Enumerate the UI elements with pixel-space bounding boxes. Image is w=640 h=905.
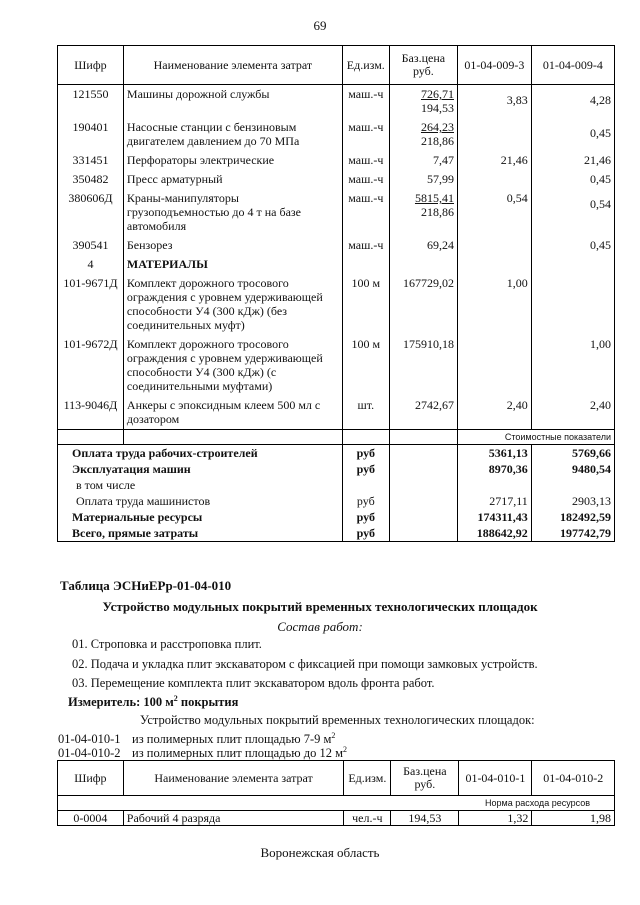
cell-code: 380606Д [58,189,124,236]
variant-text: из полимерных плит площадью 7-9 м [132,732,332,747]
base-price-value: 175910,18 [402,337,454,351]
summary-name: Всего, прямые затраты [58,525,343,542]
table-row [58,236,615,255]
header-name: Наименование элемента затрат [123,46,342,85]
cell-value-1: 1,32 [459,811,532,826]
summary-row [58,509,615,525]
variant-sup: 2 [342,745,347,754]
cell-name: Рабочий 4 разряда [123,811,344,826]
cell-value-2: 4,28 [531,85,614,119]
cell-unit: чел.-ч [344,811,391,826]
cell-code: 350482 [58,170,124,189]
base-price-secondary: 218,86 [420,205,454,219]
base-price-value: 726,71 [420,87,454,101]
summary-unit [342,477,389,493]
cell-base-price [389,189,457,236]
cell-name: МАТЕРИАЛЫ [123,255,342,274]
cell-code: 113-9046Д [58,396,124,430]
cell-value-1: 0,54 [457,189,531,236]
table-row [58,396,615,430]
table-row [58,274,615,335]
base-price-secondary: 218,86 [420,134,454,148]
cell-unit: шт. [342,396,389,430]
variant-code: 01-04-010-1 [58,732,121,747]
summary-name: Эксплуатация машин [58,461,343,477]
cell-value-2: 2,40 [531,396,614,430]
summary-name: Оплата труда рабочих-строителей [58,445,343,462]
cell-unit: маш.-ч [342,85,389,119]
base-price-value: 264,23 [420,120,454,134]
footer-region: Воронежская область [260,845,380,860]
cell-unit: маш.-ч [342,118,389,151]
cell-unit: 100 м [342,274,389,335]
resource-table-01-04-009 [57,45,615,542]
cell-base-price [389,335,457,396]
summary-value-1: 188642,92 [457,525,531,542]
cell-value-1: 3,83 [457,85,531,119]
cell-base-price [389,151,457,170]
cell-unit: маш.-ч [342,151,389,170]
base-price-value: 2742,67 [414,398,454,412]
cost-label-row [58,430,615,445]
variant-2 [58,745,347,761]
header-col-009-4: 01-04-009-4 [531,46,614,85]
cell-value-2: 0,54 [531,189,614,236]
variants-intro: Устройство модульных покрытий временных технологических площадок: [140,713,535,727]
cell-name: Комплект дорожного тросового ограждения с уровнем удерживающей способности У4 (300 кДж) (с соединительными муфтами) [123,335,342,396]
summary-value-1: 8970,36 [457,461,531,477]
table-subtitle: Устройство модульных покрытий временных технологических площадок [102,599,538,614]
summary-row [58,477,615,493]
table-label: Таблица ЭСНиЕРр-01-04-010 [60,578,232,593]
table-row [58,335,615,396]
summary-value-1 [457,477,531,493]
cell-code: 101-9671Д [58,274,124,335]
summary-name: Материальные ресурсы [58,509,343,525]
variant-sup: 2 [331,731,336,740]
variant-code: 01-04-010-2 [58,746,121,761]
table-row [58,118,615,151]
summary-value-2: 197742,79 [531,525,614,542]
header-code: Шифр [58,46,124,85]
cell-unit: маш.-ч [342,189,389,236]
summary-unit: руб [342,525,389,542]
table-row [58,255,615,274]
summary-row [58,461,615,477]
cell-name: Комплект дорожного тросового ограждения с уровнем удерживающей способности У4 (300 кДж) (без соединительных муфт) [123,274,342,335]
cell-value-2: 0,45 [531,170,614,189]
table-row [58,189,615,236]
cell-value-1 [457,236,531,255]
cell-value-2: 21,46 [531,151,614,170]
summary-value-2: 182492,59 [531,509,614,525]
work-item: 01. Строповка и расстроповка плит. [72,637,262,651]
cell-base-price [389,85,457,119]
summary-unit: руб [342,445,389,462]
base-price-value: 5815,41 [414,191,454,205]
meter-label: Измеритель: 100 м [68,695,174,710]
meter-tail: покрытия [177,695,239,710]
summary-value-2: 9480,54 [531,461,614,477]
cell-base-price [389,274,457,335]
work-item: 02. Подача и укладка плит экскаватором с фиксацией при помощи замковых устройств. [72,657,538,671]
cell-value-1: 2,40 [457,396,531,430]
header-unit: Ед.изм. [344,761,391,796]
meter-line [68,694,238,710]
table-row [58,85,615,119]
cell-code: 190401 [58,118,124,151]
header-col-010-1: 01-04-010-1 [459,761,532,796]
cost-indicators-label: Стоимостные показатели [457,430,614,445]
cell-value-2 [531,274,614,335]
header-base-price: Баз.цена руб. [389,46,457,85]
norm-label: Норма расхода ресурсов [58,796,615,811]
summary-value-2: 2903,13 [531,493,614,509]
cell-base-price [389,396,457,430]
cell-value-2: 0,45 [531,118,614,151]
summary-body [58,445,615,542]
table-row [58,151,615,170]
cell-name: Перфораторы электрические [123,151,342,170]
cell-unit: маш.-ч [342,236,389,255]
header-col-009-3: 01-04-009-3 [457,46,531,85]
cell-base-price [389,170,457,189]
cell-value-2: 1,98 [532,811,615,826]
summary-value-1: 2717,11 [457,493,531,509]
cell-value-1: 21,46 [457,151,531,170]
cell-unit: 100 м [342,335,389,396]
header-unit: Ед.изм. [342,46,389,85]
summary-name: в том числе [58,477,343,493]
header-base-price: Баз.цена руб. [391,761,459,796]
cell-value-2: 1,00 [531,335,614,396]
cell-value-1 [457,255,531,274]
header-col-010-2: 01-04-010-2 [532,761,615,796]
base-price-secondary: 194,53 [420,101,454,115]
cell-name: Анкеры с эпоксидным клеем 500 мл с дозатором [123,396,342,430]
cell-code: 121550 [58,85,124,119]
cell-value-1 [457,170,531,189]
resource-table-01-04-010 [57,760,615,826]
work-item: 03. Перемещение комплекта плит экскаватором вдоль фронта работ. [72,676,435,690]
cell-code: 0-0004 [58,811,124,826]
table-body [58,85,615,430]
summary-unit: руб [342,509,389,525]
norm-label-row [58,796,615,811]
cell-name: Машины дорожной службы [123,85,342,119]
cell-value-2 [531,255,614,274]
table-row [58,170,615,189]
base-price-value: 57,99 [426,172,454,186]
summary-row [58,445,615,462]
cell-base-price: 194,53 [391,811,459,826]
cell-base-price [389,255,457,274]
base-price-value: 167729,02 [402,276,454,290]
summary-value-2: 5769,66 [531,445,614,462]
table-header [58,46,615,85]
cell-value-1 [457,335,531,396]
cell-value-1 [457,118,531,151]
cell-value-2: 0,45 [531,236,614,255]
cell-name: Пресс арматурный [123,170,342,189]
cell-base-price [389,236,457,255]
summary-row [58,493,615,509]
cell-base-price [389,118,457,151]
cell-code: 390541 [58,236,124,255]
summary-name: Оплата труда машинистов [58,493,343,509]
summary-row [58,525,615,542]
summary-unit: руб [342,493,389,509]
table-header [58,761,615,796]
cell-value-1: 1,00 [457,274,531,335]
cell-unit [342,255,389,274]
summary-unit: руб [342,461,389,477]
header-code: Шифр [58,761,124,796]
page-number: 69 [313,18,327,33]
summary-value-1: 174311,43 [457,509,531,525]
summary-value-1: 5361,13 [457,445,531,462]
cell-unit: маш.-ч [342,170,389,189]
composition-heading: Состав работ: [277,619,363,634]
cell-name: Насосные станции с бензиновым двигателем давлением до 70 МПа [123,118,342,151]
meter-sup: 2 [173,694,178,703]
variant-text: из полимерных плит площадью до 12 м [132,746,343,761]
base-price-value: 7,47 [432,153,454,167]
table-row [58,811,615,826]
cell-code: 101-9672Д [58,335,124,396]
cell-code: 331451 [58,151,124,170]
base-price-value: 69,24 [426,238,454,252]
cell-name: Бензорез [123,236,342,255]
cell-code: 4 [58,255,124,274]
header-name: Наименование элемента затрат [123,761,344,796]
cell-name: Краны-манипуляторы грузоподъемностью до 4 т на базе автомобиля [123,189,342,236]
summary-value-2 [531,477,614,493]
